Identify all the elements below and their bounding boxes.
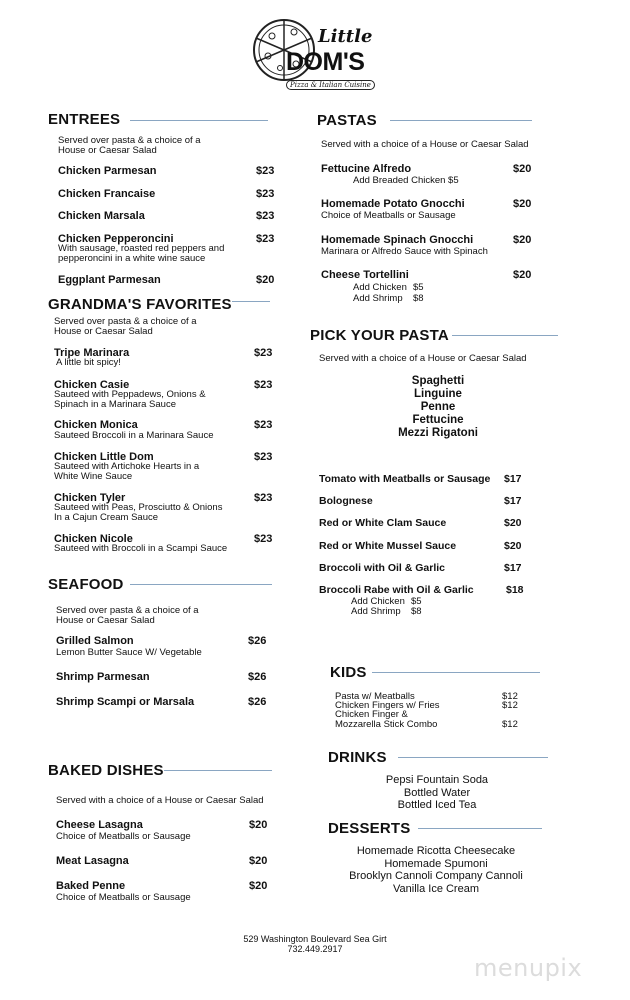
dessert-item: Homemade Ricotta Cheesecake: [356, 845, 516, 857]
menu-item-desc: Sauteed with Artichoke Hearts in a White Wine Sauce: [54, 461, 200, 482]
pastas-heading: PASTAS: [317, 112, 377, 129]
menu-item-name: Chicken Parmesan: [58, 165, 157, 177]
menu-item-name: Meat Lasagna: [56, 855, 129, 867]
menu-item-name: Shrimp Scampi or Marsala: [56, 696, 195, 708]
pasta-shape: Spaghetti: [411, 375, 465, 387]
phone: 732.449.2917: [287, 944, 343, 954]
entrees-heading: ENTREES: [48, 111, 121, 128]
menu-item-name: Homemade Spinach Gnocchi: [321, 234, 474, 246]
menu-item-price: $20: [249, 855, 268, 867]
menu-item-name: Tripe Marinara: [54, 347, 130, 359]
kids-item-price: $12: [502, 700, 518, 711]
grandma-heading: GRANDMA'S FAVORITES: [48, 296, 232, 313]
desserts-heading: DESSERTS: [328, 820, 411, 837]
menu-item-name: Chicken Little Dom: [54, 451, 154, 463]
menu-item-name: Chicken Pepperoncini: [58, 233, 174, 245]
menu-item-name: Shrimp Parmesan: [56, 671, 150, 683]
sauce-price: $17: [504, 473, 522, 485]
baked-rule: [164, 770, 272, 771]
menu-item-name: Homemade Potato Gnocchi: [321, 198, 465, 210]
menu-item-name: Baked Penne: [56, 880, 126, 892]
pastas-rule: [390, 120, 532, 121]
logo-little: Little: [318, 26, 373, 47]
menu-item-name: Chicken Casie: [54, 379, 130, 391]
menu-item-price: $20: [513, 163, 532, 175]
baked-note: Served with a choice of a House or Caesar Salad: [56, 795, 264, 806]
menu-item-desc: A little bit spicy!: [56, 357, 121, 368]
pick-rule: [452, 335, 558, 336]
drink-item: Bottled Iced Tea: [397, 799, 477, 811]
menu-item-name: Grilled Salmon: [56, 635, 134, 647]
sauce-name: Broccoli with Oil & Garlic: [319, 562, 446, 574]
menu-item-price: $20: [249, 880, 268, 892]
pasta-shape-list: [368, 375, 508, 440]
sauce-price: $20: [504, 517, 522, 529]
menu-item-desc: Add Breaded Chicken $5: [353, 175, 459, 186]
dessert-item: Brooklyn Cannoli Company Cannoli: [349, 870, 523, 882]
add-on-label: Add Shrimp: [353, 293, 403, 304]
menu-item-desc: Lemon Butter Sauce W/ Vegetable: [56, 647, 202, 658]
pick-heading: PICK YOUR PASTA: [310, 327, 449, 344]
drink-item: Pepsi Fountain Soda: [385, 774, 489, 786]
logo-tagline: Pizza & Italian Cuisine: [286, 80, 375, 90]
kids-item-name: Chicken Finger & Mozzarella Stick Combo: [335, 709, 438, 730]
address: 529 Washington Boulevard Sea Girt: [243, 934, 387, 944]
seafood-heading: SEAFOOD: [48, 576, 124, 593]
menu-item-price: $23: [256, 165, 275, 177]
menu-item-desc: With sausage, roasted red peppers and pepperoncini in a white wine sauce: [58, 243, 225, 264]
menu-item-price: $20: [513, 269, 532, 281]
sauce-name: Bolognese: [319, 495, 373, 507]
menu-item-name: Chicken Francaise: [58, 188, 156, 200]
menu-item-desc: Choice of Meatballs or Sausage: [321, 210, 456, 221]
add-on-price: $8: [413, 293, 424, 304]
sauce-name: Red or White Mussel Sauce: [319, 540, 457, 552]
menu-item-price: $23: [254, 419, 273, 431]
kids-item-price: $12: [502, 719, 518, 730]
kids-rule: [372, 672, 540, 673]
grandma-rule: [232, 301, 270, 302]
sauce-price: $17: [504, 495, 522, 507]
add-on-label: Add Shrimp: [351, 606, 401, 617]
drinks-heading: DRINKS: [328, 749, 387, 766]
kids-item-name: Pasta w/ Meatballs: [335, 691, 415, 702]
pasta-shape: Fettucine: [412, 414, 464, 426]
pasta-shape: Penne: [420, 401, 456, 413]
menu-item-price: $23: [254, 379, 273, 391]
menu-item-desc: Sauteed Broccoli in a Marinara Sauce: [54, 430, 214, 441]
entrees-note: Served over pasta & a choice of a House or Caesar Salad: [58, 135, 201, 156]
seafood-note: Served over pasta & a choice of a House or Caesar Salad: [56, 605, 199, 626]
entrees-rule: [130, 120, 268, 121]
pasta-shape: Linguine: [414, 388, 462, 400]
menu-item-price: $23: [256, 210, 275, 222]
menu-item-desc: Sauteed with Broccoli in a Scampi Sauce: [54, 543, 228, 554]
menu-item-name: Cheese Tortellini: [321, 269, 409, 281]
sauce-price: $17: [504, 562, 522, 574]
menu-item-price: $20: [249, 819, 268, 831]
menu-item-price: $26: [248, 696, 267, 708]
menu-item-price: $26: [248, 671, 267, 683]
menu-item-price: $20: [513, 198, 532, 210]
drinks-list: [367, 774, 507, 812]
add-on-price: $5: [413, 282, 424, 293]
baked-heading: BAKED DISHES: [48, 762, 164, 779]
kids-heading: KIDS: [330, 664, 367, 681]
drink-item: Bottled Water: [403, 786, 471, 799]
menu-item-price: $26: [248, 635, 267, 647]
menu-item-price: $23: [254, 451, 273, 463]
sauce-price: $20: [504, 540, 522, 552]
add-on-price: $8: [411, 606, 422, 617]
dessert-item: Vanilla Ice Cream: [393, 882, 479, 895]
menu-item-name: Cheese Lasagna: [56, 819, 143, 831]
menu-item-price: $23: [254, 533, 273, 545]
sauce-name: Broccoli Rabe with Oil & Garlic: [319, 584, 474, 596]
footer: [215, 934, 415, 954]
menu-item-name: Chicken Nicole: [54, 533, 133, 545]
menu-item-desc: Sauteed with Peppadews, Onions & Spinach in a Marinara Sauce: [54, 389, 206, 410]
dessert-item: Homemade Spumoni: [384, 857, 488, 870]
menu-item-name: Chicken Marsala: [58, 210, 145, 222]
menu-item-desc: Choice of Meatballs or Sausage: [56, 831, 191, 842]
menu-item-name: Fettucine Alfredo: [321, 163, 412, 175]
pasta-shape: Mezzi Rigatoni: [398, 427, 478, 439]
sauce-price: $18: [506, 584, 524, 596]
add-on-price: $5: [411, 596, 422, 607]
drinks-rule: [398, 757, 548, 758]
desserts-rule: [418, 828, 542, 829]
menu-item-price: $23: [256, 233, 275, 245]
menu-item-desc: Marinara or Alfredo Sauce with Spinach: [321, 246, 488, 257]
menu-item-name: Chicken Tyler: [54, 492, 126, 504]
kids-item-name: Chicken Fingers w/ Fries: [335, 700, 440, 711]
menu-item-name: Eggplant Parmesan: [58, 274, 161, 286]
menu-item-price: $23: [254, 347, 273, 359]
pastas-note: Served with a choice of a House or Caesar Salad: [321, 139, 529, 150]
menu-item-desc: Choice of Meatballs or Sausage: [56, 892, 191, 903]
menu-item-price: $23: [254, 492, 273, 504]
logo-doms: DOM'S: [286, 48, 365, 76]
grandma-note: Served over pasta & a choice of a House or Caesar Salad: [54, 316, 197, 337]
menu-item-price: $20: [256, 274, 275, 286]
logo: [250, 16, 380, 96]
pick-note: Served with a choice of a House or Caesar Salad: [319, 353, 527, 364]
kids-item-price: $12: [502, 691, 518, 702]
sauce-name: Red or White Clam Sauce: [319, 517, 447, 529]
desserts-list: [336, 845, 536, 895]
menu-item-price: $23: [256, 188, 275, 200]
menu-item-name: Chicken Monica: [54, 419, 138, 431]
menu-item-desc: Sauteed with Peas, Prosciutto & Onions In a Cajun Cream Sauce: [54, 502, 223, 523]
menu-item-price: $20: [513, 234, 532, 246]
seafood-rule: [130, 584, 272, 585]
add-on-label: Add Chicken: [353, 282, 407, 293]
sauce-name: Tomato with Meatballs or Sausage: [319, 473, 491, 485]
watermark: menupix: [474, 954, 583, 982]
add-on-label: Add Chicken: [351, 596, 405, 607]
